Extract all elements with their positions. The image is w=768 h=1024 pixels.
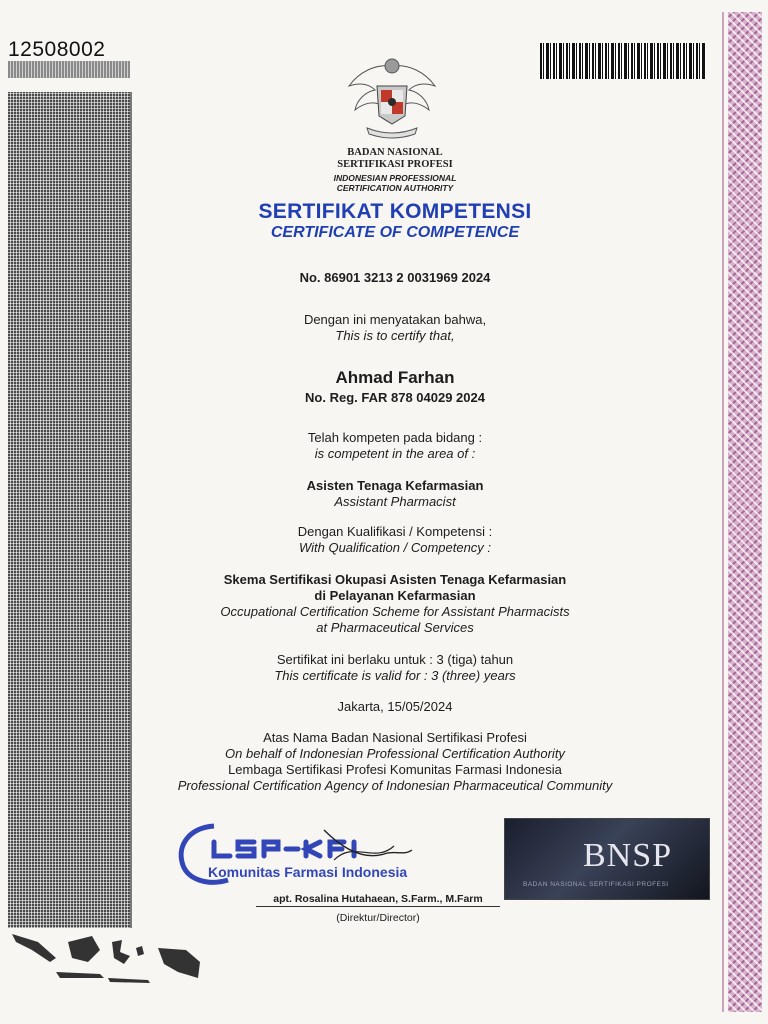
validity-en: This certificate is valid for : 3 (three) years: [274, 668, 516, 683]
bnsp-logo-text: BNSP: [583, 837, 673, 874]
agency-name-indonesian: [130, 147, 660, 171]
qualification-label: [130, 524, 660, 556]
right-security-band: [728, 12, 762, 1012]
agency-name-en-line1: INDONESIAN PROFESSIONAL: [333, 173, 457, 183]
scheme-en-line2: at Pharmaceutical Services: [316, 620, 474, 635]
garuda-emblem-icon: [345, 52, 439, 144]
agency-name-english: [130, 173, 660, 193]
bnsp-hologram: [504, 818, 710, 900]
on-behalf-id-line1: Atas Nama Badan Nasional Sertifikasi Profesi: [263, 730, 527, 745]
qualification-label-id: Dengan Kualifikasi / Kompetensi :: [297, 524, 493, 539]
lsp-kfi-logo-text: Komunitas Farmasi Indonesia: [208, 864, 408, 880]
qualification-label-en: With Qualification / Competency :: [298, 540, 492, 555]
serial-security-strip: [8, 61, 130, 78]
signatory-name: apt. Rosalina Hutahaean, S.Farm., M.Farm: [273, 893, 483, 905]
on-behalf-block: [120, 730, 670, 794]
competent-label-en: is competent in the area of :: [314, 446, 476, 461]
intro-text: [130, 312, 660, 344]
left-security-band: [8, 92, 132, 928]
on-behalf-id-line2: Lembaga Sertifikasi Profesi Komunitas Farmasi Indonesia: [228, 762, 562, 777]
intro-en: This is to certify that,: [335, 328, 455, 343]
on-behalf-en-line1: On behalf of Indonesian Professional Certification Authority: [225, 746, 565, 761]
lsp-kfi-logo-icon: [174, 820, 424, 892]
competent-label-id: Telah kompeten pada bidang :: [307, 430, 483, 445]
barcode: [540, 43, 706, 79]
certificate-number: No. 86901 3213 2 0031969 2024: [299, 270, 491, 285]
intro-id: Dengan ini menyatakan bahwa,: [303, 312, 487, 327]
validity-id: Sertifikat ini berlaku untuk : 3 (tiga) tahun: [276, 652, 514, 667]
right-border-line: [722, 12, 724, 1012]
competence-area-en: Assistant Pharmacist: [334, 494, 456, 509]
bnsp-logo-subtext: BADAN NASIONAL SERTIFIKASI PROFESI: [523, 881, 669, 888]
indonesia-map-icon: [8, 928, 203, 988]
agency-name-id-line2: SERTIFIKASI PROFESI: [337, 159, 453, 170]
validity: [130, 652, 660, 684]
scheme-id-line2: di Pelayanan Kefarmasian: [314, 588, 476, 603]
place-date: Jakarta, 15/05/2024: [337, 699, 453, 714]
scheme-en-line1: Occupational Certification Scheme for Assistant Pharmacists: [220, 604, 570, 619]
certification-scheme: [130, 572, 660, 636]
certificate-title-en: CERTIFICATE OF COMPETENCE: [270, 224, 520, 241]
on-behalf-en-line2: Professional Certification Agency of Indonesian Pharmaceutical Community: [177, 778, 613, 793]
competence-area-id: Asisten Tenaga Kefarmasian: [306, 478, 484, 493]
certificate-title-id: SERTIFIKAT KOMPETENSI: [258, 200, 532, 223]
holder-registration: No. Reg. FAR 878 04029 2024: [305, 390, 485, 405]
competent-label: [130, 430, 660, 462]
agency-name-en-line2: CERTIFICATION AUTHORITY: [336, 183, 454, 193]
holder-name: Ahmad Farhan: [335, 368, 455, 387]
signature-line: [256, 906, 500, 907]
signatory-role: (Direktur/Director): [336, 912, 420, 924]
scheme-id-line1: Skema Sertifikasi Okupasi Asisten Tenaga Kefarmasian: [223, 572, 567, 587]
agency-name-id-line1: BADAN NASIONAL: [347, 147, 443, 158]
competence-area: [130, 478, 660, 510]
serial-number: 12508002: [8, 38, 106, 61]
